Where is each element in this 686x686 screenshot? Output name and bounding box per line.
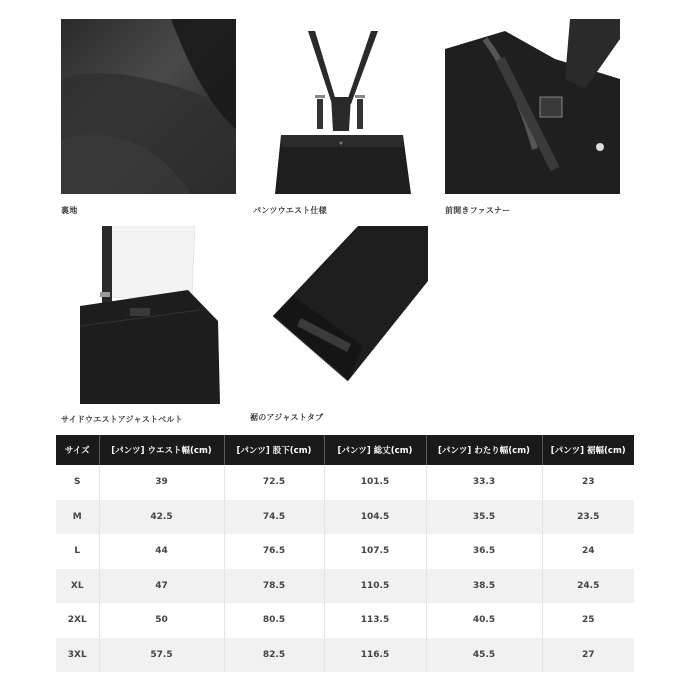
size-table [56,435,634,672]
header-size: サイズ [56,435,99,465]
table-row [56,603,634,638]
header-thigh: [パンツ] わたり幅(cm) [426,435,542,465]
inseam-cell: 78.5 [224,569,324,604]
size-cell: 2XL [56,603,99,638]
length-cell: 116.5 [324,638,426,673]
header-inseam: [パンツ] 股下(cm) [224,435,324,465]
length-cell: 113.5 [324,603,426,638]
front-zipper-photo [445,19,620,194]
length-cell: 110.5 [324,569,426,604]
hem-cell: 27 [542,638,634,673]
front-zipper-caption: 前開きファスナー [445,206,511,215]
thigh-cell: 38.5 [426,569,542,604]
size-table-header [56,435,634,465]
lining-photo [61,19,236,194]
size-cell: L [56,534,99,569]
inseam-cell: 72.5 [224,465,324,500]
length-cell: 107.5 [324,534,426,569]
inseam-cell: 82.5 [224,638,324,673]
thigh-cell: 45.5 [426,638,542,673]
waist-cell: 57.5 [99,638,224,673]
header-waist: [パンツ] ウエスト幅(cm) [99,435,224,465]
waist-cell: 42.5 [99,500,224,535]
length-cell: 101.5 [324,465,426,500]
header-hem: [パンツ] 裾幅(cm) [542,435,634,465]
waist-cell: 39 [99,465,224,500]
table-row [56,569,634,604]
waist-cell: 50 [99,603,224,638]
hem-cell: 24.5 [542,569,634,604]
lining-caption: 裏地 [61,206,78,215]
size-cell: XL [56,569,99,604]
waist-cell: 44 [99,534,224,569]
header-length: [パンツ] 総丈(cm) [324,435,426,465]
table-row [56,500,634,535]
hem-cell: 24 [542,534,634,569]
thigh-cell: 33.3 [426,465,542,500]
side-waist-belt-caption: サイドウエストアジャストベルト [61,415,183,424]
table-row [56,465,634,500]
thigh-cell: 35.5 [426,500,542,535]
hem-tab-caption: 裾のアジャストタブ [250,413,324,422]
suspender-waist-caption: パンツウエスト仕様 [253,206,327,215]
table-row [56,638,634,673]
size-cell: M [56,500,99,535]
suspender-waist-photo [253,19,428,194]
thigh-cell: 40.5 [426,603,542,638]
inseam-cell: 74.5 [224,500,324,535]
hem-tab-photo [253,226,428,381]
thigh-cell: 36.5 [426,534,542,569]
table-row [56,534,634,569]
waist-cell: 47 [99,569,224,604]
inseam-cell: 80.5 [224,603,324,638]
size-cell: S [56,465,99,500]
size-cell: 3XL [56,638,99,673]
hem-cell: 23 [542,465,634,500]
side-waist-belt-photo [80,226,220,404]
hem-cell: 25 [542,603,634,638]
hem-cell: 23.5 [542,500,634,535]
length-cell: 104.5 [324,500,426,535]
inseam-cell: 76.5 [224,534,324,569]
